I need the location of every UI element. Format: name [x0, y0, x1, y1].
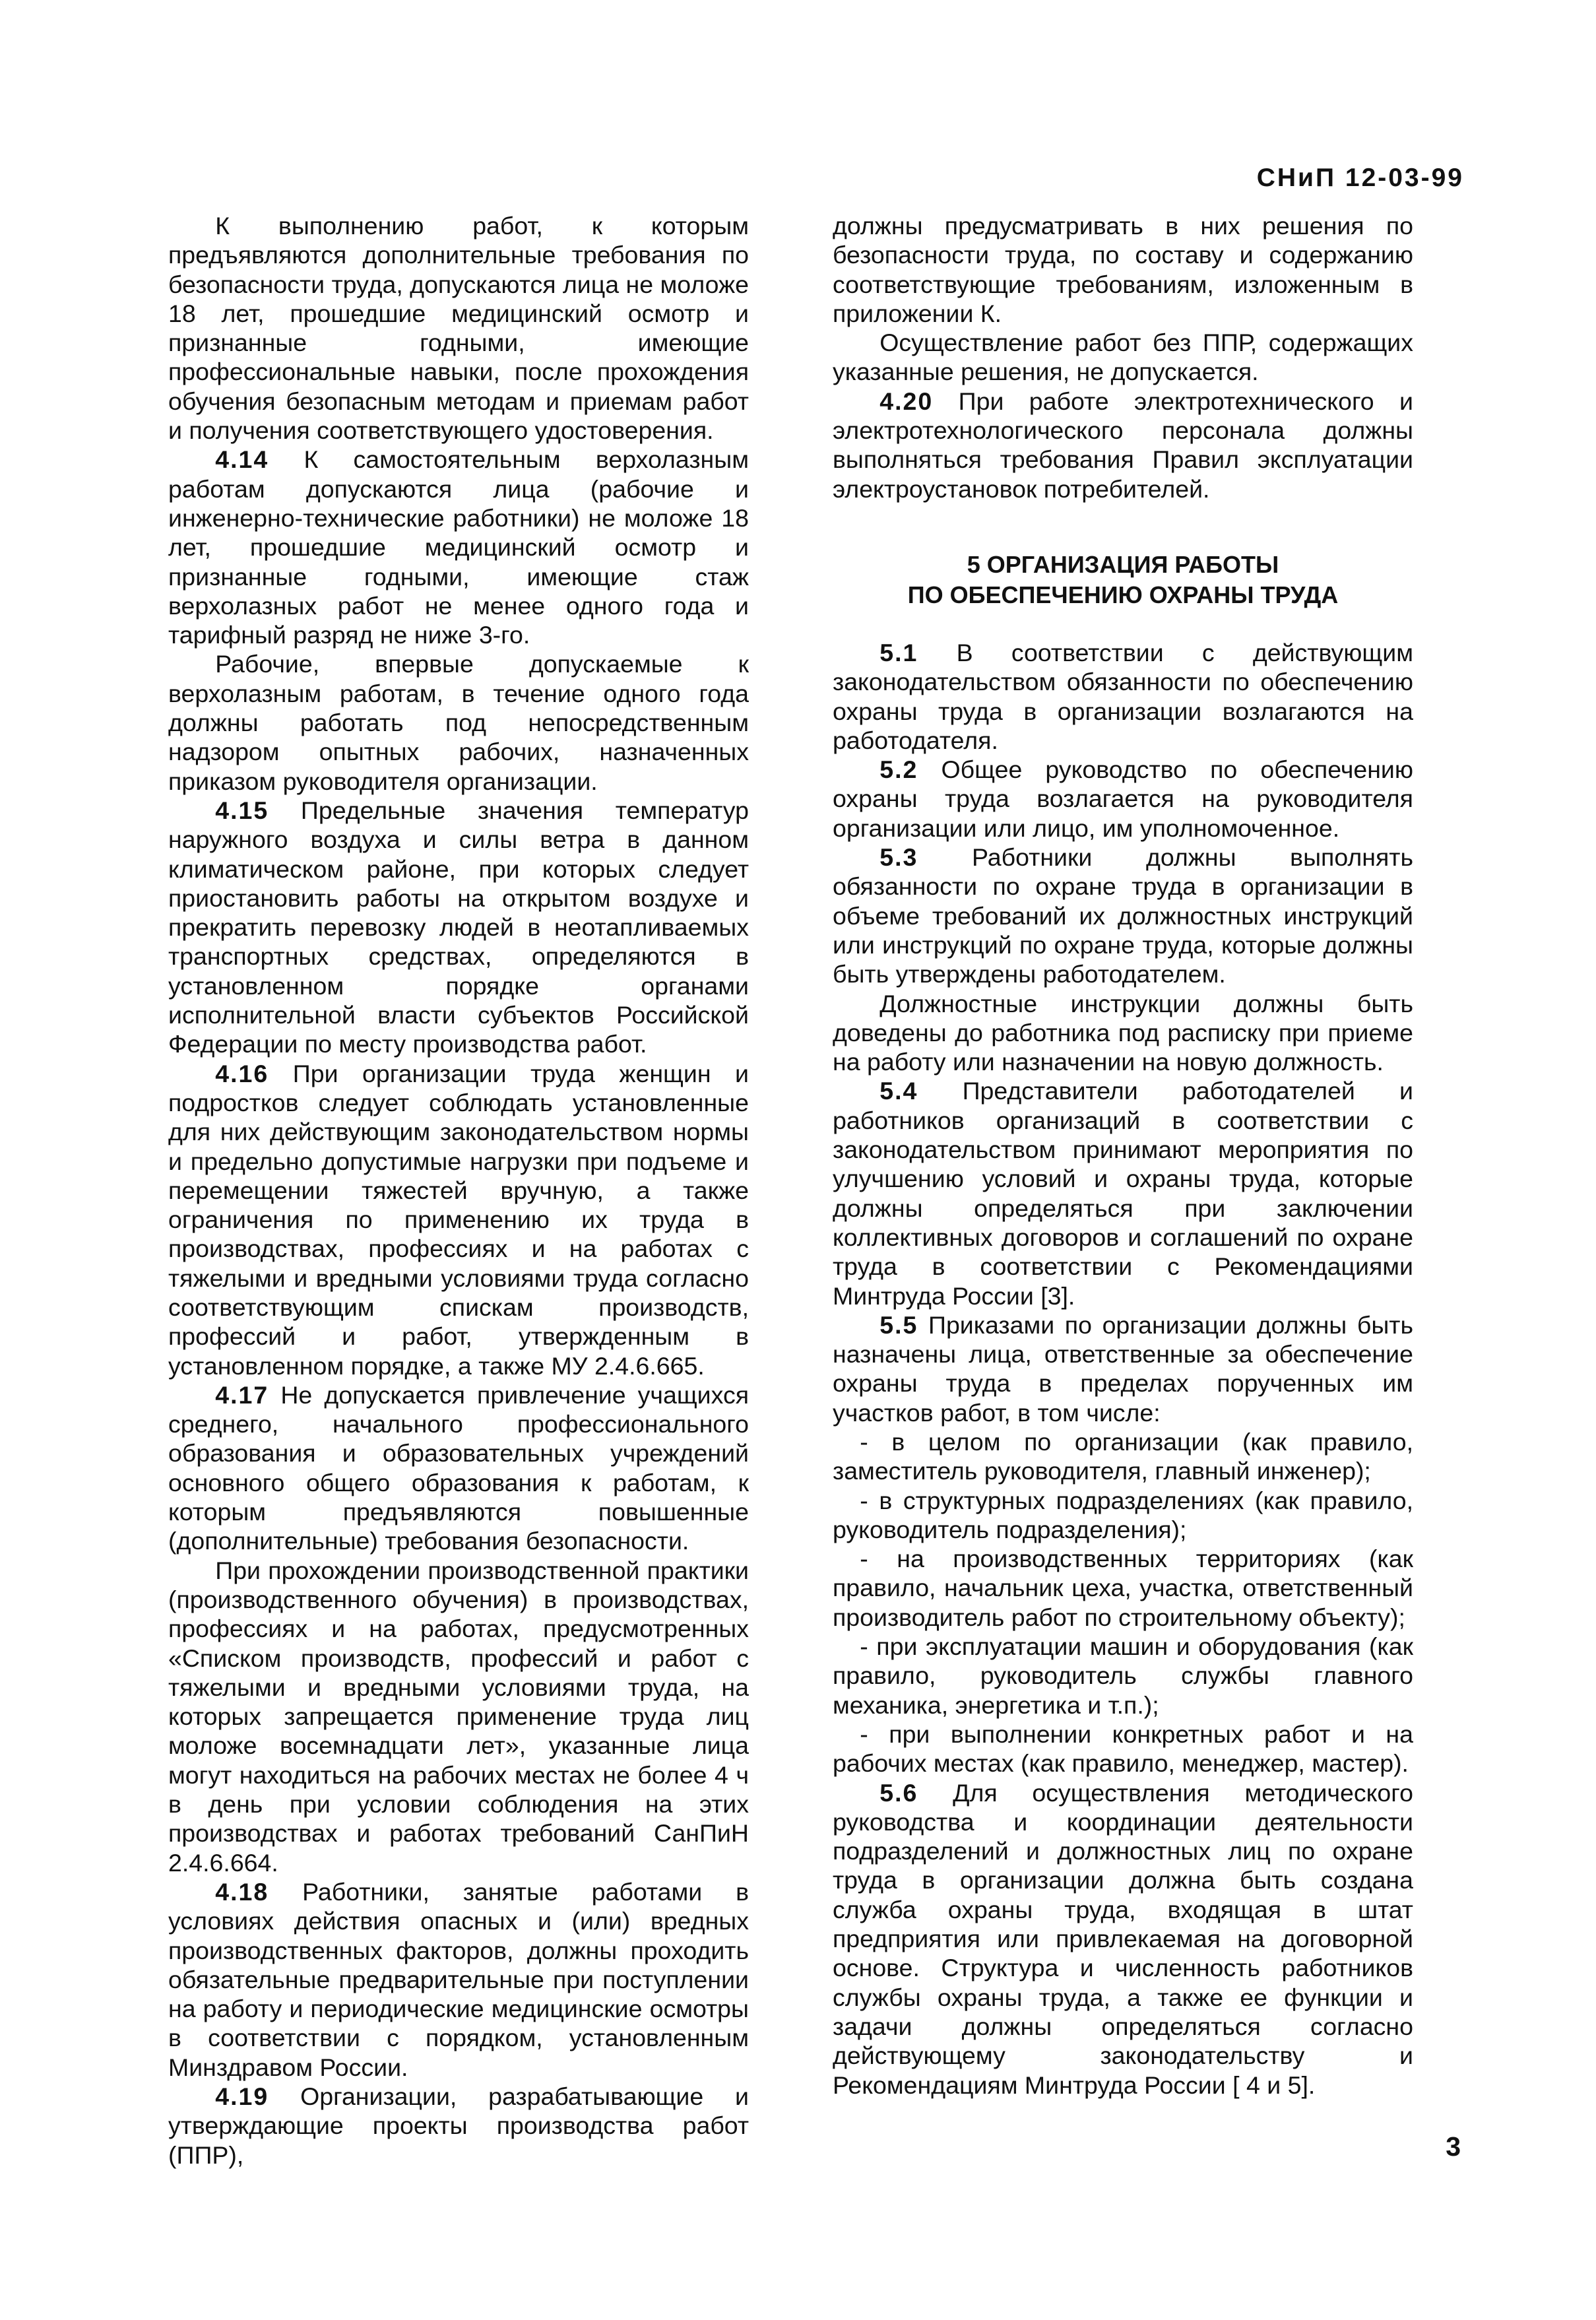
section-title-line-2: ПО ОБЕСПЕЧЕНИЮ ОХРАНЫ ТРУДА — [907, 581, 1339, 608]
paragraph — [833, 1486, 1413, 1545]
paragraph-text: Организации, разрабатывающие и утверждающие проекты производства работ (ППР), — [168, 2082, 749, 2169]
paragraph-text: - в целом по организации (как правило, заместитель руководителя, главный инженер); — [833, 1427, 1413, 1485]
paragraph-text: Предельные значения температур наружного воздуха и силы ветра в данном климатическом районе, при которых следует приостановить работы на открытом воздухе и прекратить перевозку людей в неотапливаемых транспортных средствах, определяются в установленном порядке органами исполнительной власти субъектов Российской Федерации по месту производства работ. — [168, 796, 749, 1058]
paragraph-text: При прохождении производственной практики (производственного обучения) в производствах, профессиях и на работах, предусмотренных «Списком производств, профессий и работ с тяжелыми и вредными условиями труда, на которых запрещается применение труда лиц моложе восемнадцати лет», указанные лица могут находиться на рабочих местах не более 4 ч в день при условии соблюдения на этих производствах и работах требований СанПиН 2.4.6.664. — [168, 1556, 749, 1877]
paragraph-text: К выполнению работ, к которым предъявляются дополнительные требования по безопасности труда, допускаются лица не моложе 18 лет, прошедшие медицинский осмотр и признанные годными, имеющие профессиональные навыки, после прохождения обучения безопасным методам и приемам работ и получения соответствующего удостоверения. — [168, 212, 749, 445]
paragraph-4-20 — [833, 387, 1413, 503]
clause-number: 4.20 — [879, 387, 934, 415]
paragraph-4-15 — [168, 796, 749, 1059]
paragraph — [168, 1556, 749, 1877]
paragraph — [833, 328, 1413, 387]
section-title-line-1: 5 ОРГАНИЗАЦИЯ РАБОТЫ — [967, 550, 1279, 578]
paragraph-text: - при эксплуатации машин и оборудования (как правило, руководитель службы главного механика, энергетика и т.п.); — [833, 1632, 1413, 1719]
paragraph-text: При организации труда женщин и подростков следует соблюдать установленные для них действующим законодательством нормы и предельно допустимые нагрузки при подъеме и перемещении тяжестей вручную, а также ограничения по применению их труда в производствах, профессиях и на работах с тяжелыми и вредными условиями труда согласно соответствующим спискам производств, профессий и работ, утвержденным в установленном порядке, а также МУ 2.4.6.665. — [168, 1059, 750, 1380]
paragraph-text: Не допускается привлечение учащихся среднего, начального профессионального образования и образовательных учреждений основного общего образования к работам, к которым предъявляются повышенные (дополнительные) требования безопасности. — [168, 1380, 750, 1555]
paragraph-text: Работники, занятые работами в условиях действия опасных и (или) вредных производственных факторов, должны проходить обязательные предварительные при поступлении на работу и периодические медицинские осмотры в соответствии с порядком, установленным Минздравом России. — [168, 1877, 749, 2081]
right-column-top — [833, 211, 1413, 503]
paragraph-text: Работники должны выполнять обязанности по охране труда в организации в объеме требований их должностных инструкций или инструкций по охране труда, которые должны быть утверждены работодателем. — [833, 843, 1413, 988]
paragraph-text: Представители работодателей и работников организаций в соответствии с законодательством принимают мероприятия по улучшению условий и охраны труда, которые должны определяться при заключении коллективных договоров и соглашений по охране труда в соответствии с Рекомендациями Минтруда России [3]. — [833, 1077, 1413, 1310]
paragraph-text: Осуществление работ без ППР, содержащих указанные решения, не допускается. — [833, 329, 1413, 386]
paragraph-5-6 — [833, 1778, 1413, 2100]
paragraph — [833, 1427, 1413, 1486]
paragraph-4-17 — [168, 1380, 749, 1556]
paragraph-text: Приказами по организации должны быть назначены лица, ответственные за обеспечение охраны труда в пределах порученных им участков работ, в том числе: — [833, 1310, 1413, 1427]
clause-number: 5.4 — [879, 1077, 918, 1105]
paragraph-4-16 — [168, 1059, 749, 1380]
paragraph-text: В соответствии с действующим законодательством обязанности по обеспечению охраны труда в организации возлагаются на работодателя. — [833, 638, 1413, 754]
paragraph-text: - на производственных территориях (как правило, начальник цеха, участка, ответственный производитель работ по строительному объекту); — [833, 1545, 1413, 1631]
paragraph-5-1 — [833, 638, 1413, 755]
clause-number: 4.16 — [215, 1059, 269, 1087]
paragraph — [833, 211, 1413, 328]
clause-number: 4.15 — [215, 796, 269, 824]
paragraph — [833, 1544, 1413, 1632]
paragraph-5-4 — [833, 1076, 1413, 1310]
paragraph-text: К самостоятельным верхолазным работам допускаются лица (рабочие и инженерно-технические работники) не моложе 18 лет, прошедшие медицинский осмотр и признанные годными, имеющие стаж верхолазных работ не менее одного года и тарифный разряд не ниже 3-го. — [168, 445, 749, 649]
clause-number: 5.1 — [879, 638, 918, 666]
paragraph-text: Должностные инструкции должны быть доведены до работника под расписку при приеме на работу или назначении на новую должность. — [833, 989, 1413, 1076]
clause-number: 4.14 — [215, 445, 269, 474]
clause-number: 4.17 — [215, 1380, 269, 1409]
clause-number: 4.18 — [215, 1877, 269, 1906]
paragraph — [833, 1720, 1413, 1778]
paragraph-text: Общее руководство по обеспечению охраны труда возлагается на руководителя организации или лицо, им уполномоченное. — [833, 756, 1413, 842]
paragraph-text: Для осуществления методического руководства и координации деятельности подразделений и должностных лиц по охране труда в организации должна быть создана служба охраны труда, входящая в штат предприятия или привлекаемая на договорной основе. Структура и численность работников службы охраны труда, а также ее функции и задачи должны определяться согласно действующему законодательству и Рекомендациям Минтруда России [ 4 и 5]. — [833, 1778, 1413, 2099]
paragraph-5-2 — [833, 755, 1413, 843]
clause-number: 4.19 — [215, 2082, 269, 2110]
paragraph-5-3 — [833, 843, 1413, 988]
paragraph — [168, 211, 749, 445]
right-column-bottom — [833, 638, 1413, 2100]
section-title — [833, 550, 1413, 610]
paragraph-text: Рабочие, впервые допускаемые к верхолазным работам, в течение одного года должны работать под непосредственным надзором опытных рабочих, назначенных приказом руководителя организации. — [168, 650, 749, 795]
paragraph-4-14 — [168, 445, 749, 649]
paragraph — [168, 649, 749, 795]
clause-number: 5.6 — [879, 1778, 918, 1807]
clause-number: 5.5 — [879, 1310, 918, 1339]
paragraph-text: - при выполнении конкретных работ и на рабочих местах (как правило, менеджер, мастер). — [833, 1720, 1413, 1778]
left-column — [168, 211, 749, 2170]
paragraph-4-18 — [168, 1877, 749, 2082]
paragraph — [833, 1632, 1413, 1720]
paragraph-text: При работе электротехнического и электротехнологического персонала должны выполняться требования Правил эксплуатации электроустановок потребителей. — [833, 387, 1413, 503]
clause-number: 5.3 — [879, 843, 918, 872]
clause-number: 5.2 — [879, 756, 918, 784]
page-number: 3 — [1446, 2131, 1461, 2162]
paragraph — [833, 989, 1413, 1077]
paragraph-5-5 — [833, 1310, 1413, 1427]
right-column — [833, 211, 1413, 2100]
paragraph-text: должны предусматривать в них решения по безопасности труда, по составу и содержанию соответствующие требованиям, изложенным в приложении К. — [833, 212, 1413, 327]
paragraph-4-19 — [168, 2082, 749, 2170]
document-header: СНиП 12-03-99 — [1256, 164, 1464, 192]
paragraph-text: - в структурных подразделениях (как правило, руководитель подразделения); — [833, 1486, 1413, 1543]
